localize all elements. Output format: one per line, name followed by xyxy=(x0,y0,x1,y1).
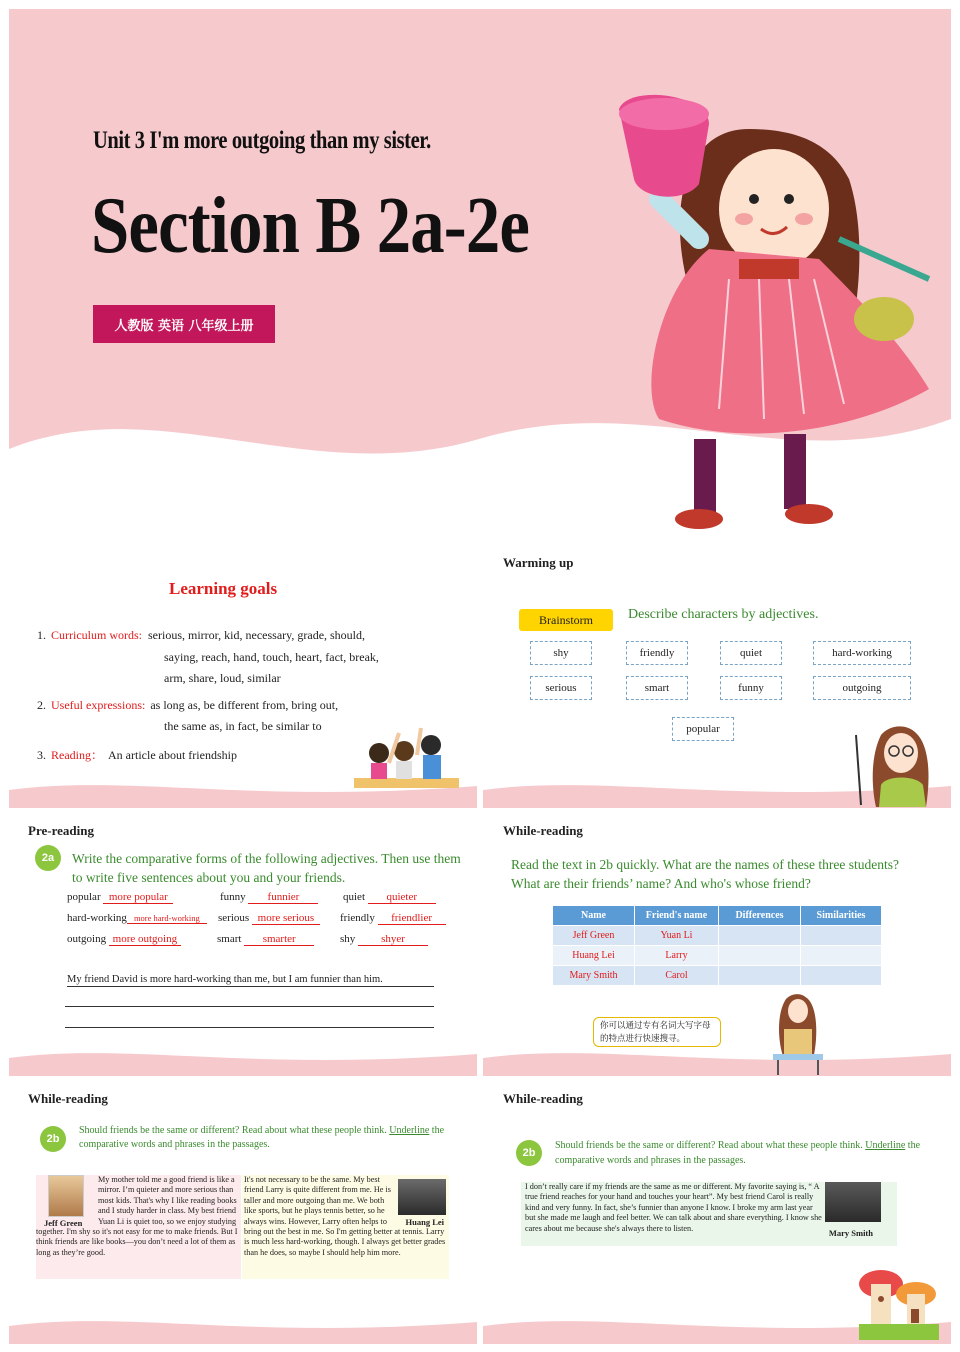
table-row xyxy=(553,946,882,966)
table-cell xyxy=(719,966,801,986)
friends-table xyxy=(552,905,882,986)
example-sentence: My friend David is more hard-working than me, but I am funnier than him. xyxy=(67,974,434,987)
comparative-answer: funnier xyxy=(248,891,318,904)
comparative-answer: smarter xyxy=(244,933,314,946)
reading-instruction: Read the text in 2b quickly. What are the names of these three students? What are their friends’ name? And who's whose friend? xyxy=(511,857,899,891)
instruction-text: the comparative words and phrases in the passages. xyxy=(555,1140,921,1166)
table-header-row xyxy=(553,906,882,926)
student-reading-illustration xyxy=(768,989,828,1075)
table-cell xyxy=(719,926,801,946)
adjective-word: shy xyxy=(340,933,356,945)
goal-label: Reading： xyxy=(51,747,103,762)
mary-passage-text: I don’t really care if my friends are the same as me or different. My favorite saying is, “ A true friend reaches for your hand and touches your heart”. My best friend Carol is really kind and very funny. In fact, she’s funnier than anyone I know. I broke my arm last year but she made me laugh and feel better. We can talk about and share everything. I know she cares about me because she's always there to listen. xyxy=(525,1182,822,1233)
comparative-row xyxy=(67,891,467,912)
jeff-name: Jeff Green xyxy=(44,1218,83,1228)
mushroom-house-illustration xyxy=(851,1259,946,1343)
goal-label: Useful expressions: xyxy=(51,697,146,712)
title-slide xyxy=(9,9,951,539)
column-header: Friend's name xyxy=(635,906,719,926)
adjective-card: outgoing xyxy=(813,676,911,700)
huang-passage-card xyxy=(242,1175,449,1279)
instruction-text: the comparative words and phrases in the passages. xyxy=(79,1125,445,1150)
adjective-card: quiet xyxy=(720,641,782,665)
activity-instruction xyxy=(79,1124,459,1151)
table-cell: Jeff Green xyxy=(553,926,635,946)
mary-name: Mary Smith xyxy=(828,1228,873,1238)
goal-item xyxy=(37,695,457,717)
adjective-card: smart xyxy=(626,676,688,700)
warming-up-slide xyxy=(483,543,951,808)
adjective-word: funny xyxy=(220,891,246,903)
table-cell xyxy=(719,946,801,966)
huang-name: Huang Lei xyxy=(405,1217,444,1227)
activity-instruction: Write the comparative forms of the following adjectives. Then use them to write five sentences about you and your friends. xyxy=(72,851,461,885)
column-header: Name xyxy=(553,906,635,926)
adjective-word: smart xyxy=(217,933,242,945)
adjective-word: friendly xyxy=(340,912,375,924)
tip-speech-bubble: 你可以通过专有名词大写字母的特点进行快速搜寻。 xyxy=(593,1017,721,1047)
activity-instruction xyxy=(555,1139,935,1168)
goal-number: 2. xyxy=(37,697,46,712)
goal-label: Curriculum words: xyxy=(51,628,142,642)
comparative-answer: more popular xyxy=(103,891,173,904)
goal-line: the same as, in fact, be similar to xyxy=(164,719,322,733)
comparative-answer: more hard-working xyxy=(127,913,207,924)
section-title: Section B 2a-2e xyxy=(91,182,530,270)
learning-goals-slide xyxy=(9,543,477,808)
adjective-card: funny xyxy=(720,676,782,700)
goal-item xyxy=(37,625,457,647)
brainstorm-label: Brainstorm xyxy=(519,609,613,631)
adjective-card: friendly xyxy=(626,641,688,665)
unit-title: Unit 3 I'm more outgoing than my sister. xyxy=(93,127,431,154)
adjective-word: serious xyxy=(218,912,250,924)
table-cell xyxy=(801,946,882,966)
while-reading-passage-slide-2 xyxy=(483,1079,951,1344)
adjective-card: popular xyxy=(672,717,734,741)
underline-word: Underline xyxy=(389,1125,430,1136)
table-cell: Larry xyxy=(635,946,719,966)
comparative-answer: more serious xyxy=(252,912,320,925)
goal-number: 1. xyxy=(37,628,46,642)
while-reading-passage-slide-1 xyxy=(9,1079,477,1344)
goal-number: 3. xyxy=(37,747,46,762)
goal-line: arm, share, loud, similar xyxy=(164,671,281,685)
adjective-word: hard-working xyxy=(67,912,127,924)
table-row xyxy=(553,966,882,986)
learning-goals-title: Learning goals xyxy=(169,579,278,598)
comparative-answer: quieter xyxy=(368,891,436,904)
comparative-row xyxy=(67,933,467,954)
students-illustration xyxy=(349,723,464,803)
slide-header: While-reading xyxy=(503,1091,583,1106)
mary-photo xyxy=(825,1182,881,1222)
activity-badge: 2a xyxy=(35,845,61,871)
comparative-answer: friendlier xyxy=(378,912,446,925)
underline-word: Underline xyxy=(865,1140,906,1151)
comparatives-grid xyxy=(67,891,467,954)
adjective-word: outgoing xyxy=(67,933,107,945)
slide-header: While-reading xyxy=(503,823,583,838)
table-cell xyxy=(801,926,882,946)
pink-wave-decoration xyxy=(9,1314,477,1344)
comparative-answer: shyer xyxy=(358,933,428,946)
table-row xyxy=(553,926,882,946)
while-reading-table-slide xyxy=(483,811,951,1076)
column-header: Similarities xyxy=(801,906,882,926)
instruction-text: Should friends be the same or different? Read about what these people think. xyxy=(555,1140,863,1151)
pink-wave-decoration xyxy=(9,1046,477,1076)
mary-passage-card xyxy=(521,1182,897,1246)
adjective-card: serious xyxy=(530,676,592,700)
table-cell: Yuan Li xyxy=(635,926,719,946)
goal-line: An article about friendship xyxy=(108,747,237,762)
slide-header: Warming up xyxy=(503,555,574,570)
activity-badge: 2b xyxy=(40,1126,66,1152)
table-cell: Huang Lei xyxy=(553,946,635,966)
pre-reading-slide xyxy=(9,811,477,1076)
brainstorm-instruction: Describe characters by adjectives. xyxy=(628,607,819,622)
writing-line xyxy=(65,1027,434,1028)
goal-line: as long as, be different from, bring out, xyxy=(150,697,339,712)
table-cell xyxy=(801,966,882,986)
slide-header: While-reading xyxy=(28,1091,108,1106)
girl-illustration xyxy=(599,89,949,539)
textbook-badge: 人教版 英语 八年级上册 xyxy=(93,305,275,343)
activity-badge: 2b xyxy=(516,1140,542,1166)
goal-line: saying, reach, hand, touch, heart, fact, break, xyxy=(164,649,379,664)
column-header: Differences xyxy=(719,906,801,926)
teacher-illustration xyxy=(851,715,946,807)
comparative-answer: more outgoing xyxy=(109,933,181,946)
huang-passage-text: It's not necessary to be the same. My best friend Larry is quite different from me. He is taller and more outgoing than me. We both like sports, but he plays tennis better, so he always wins. However, Larry often helps to bring out the best in me. So I'm getting better at tennis. Larry is much less hard-working, though. I always get better grades than he does, so maybe I should help him more. xyxy=(244,1175,446,1257)
table-cell: Mary Smith xyxy=(553,966,635,986)
instruction-text: Should friends be the same or different? Read about what these people think. xyxy=(79,1125,387,1136)
pink-wave-decoration xyxy=(483,1046,951,1076)
adjective-card: hard-working xyxy=(813,641,911,665)
writing-line xyxy=(65,1006,434,1007)
adjective-word: popular xyxy=(67,891,101,903)
slide-header: Pre-reading xyxy=(28,823,94,838)
table-cell: Carol xyxy=(635,966,719,986)
adjective-card: shy xyxy=(530,641,592,665)
comparative-row xyxy=(67,912,467,933)
jeff-passage-card xyxy=(36,1175,241,1279)
adjective-word: quiet xyxy=(343,891,365,903)
goal-line: serious, mirror, kid, necessary, grade, should, xyxy=(148,628,366,642)
jeff-passage-text: My mother told me a good friend is like a mirror. I’m quieter and more serious than most kids. That's why I like reading books and I study harder in class. My best friend Yuan Li is quiet too, so we enjoy studying together. I'm shy so it's not easy for me to make friends. But I think friends are like books—you don’t need a lot of them as long as they’re good. xyxy=(36,1175,238,1257)
